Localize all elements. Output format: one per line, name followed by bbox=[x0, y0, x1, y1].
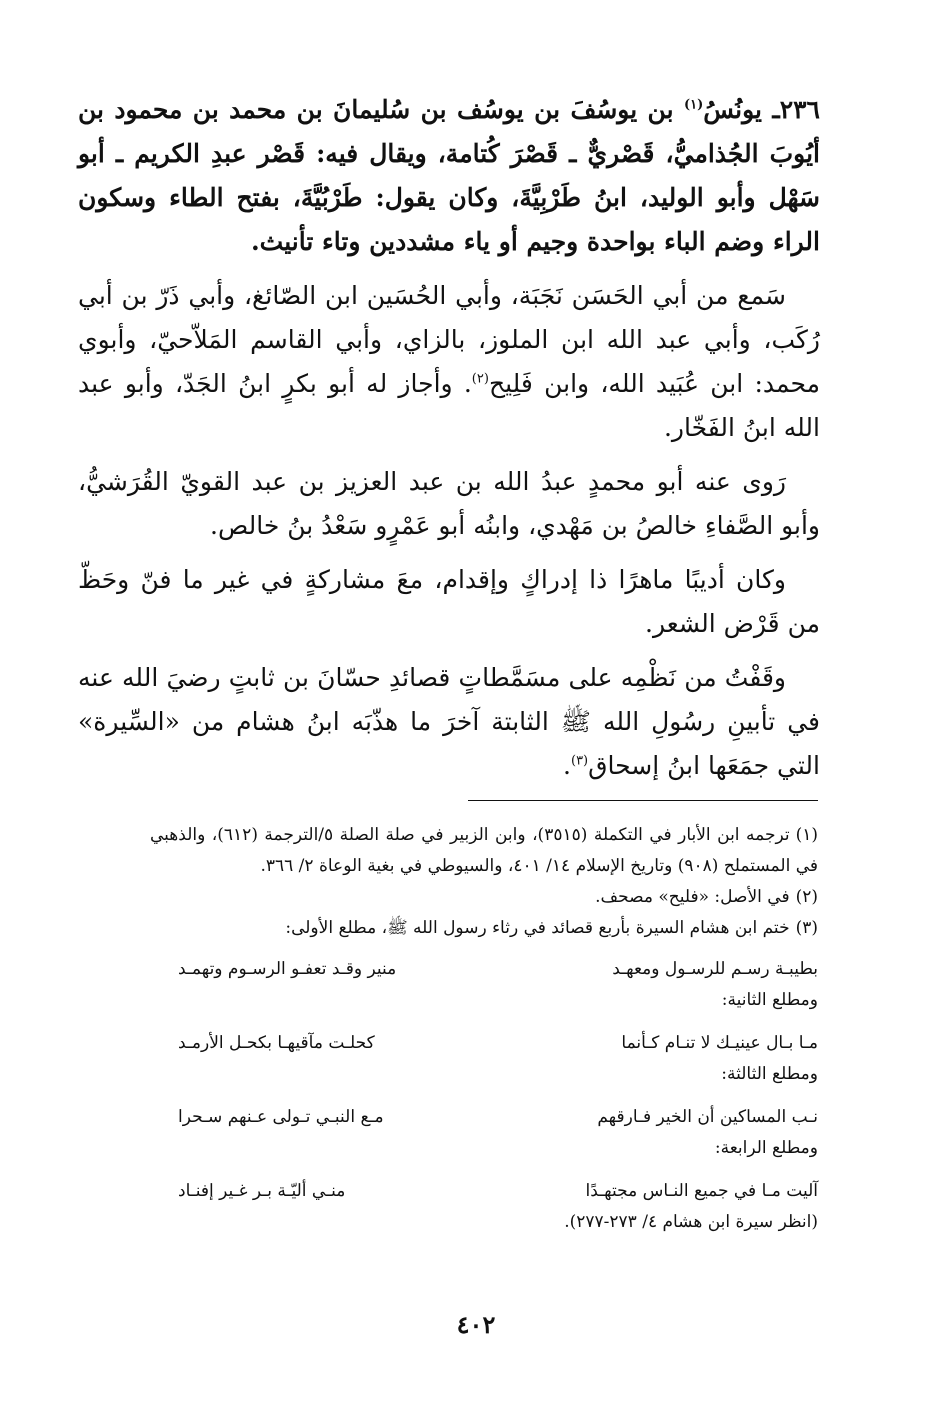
verse-first-hemistich: بطيبـة رسـم للرسـول ومعهـد bbox=[612, 959, 818, 979]
entry-head: يونُسُ bbox=[703, 95, 762, 124]
entry-number: ٢٣٦ـ bbox=[772, 95, 820, 124]
verse-second-hemistich: مـع النبـي تـولى عـنهم سـحرا bbox=[178, 1107, 384, 1127]
source-reference: (انظر سيرة ابن هشام ٤/ ٢٧٣-٢٧٧). bbox=[564, 1212, 818, 1232]
poetry-text: وقَفْتُ من نَظْمِه على مسَمَّطاتٍ قصائدِ حسّانَ بن ثابتٍ رضيَ الله عنه في تأبينِ رسُولِ الله ﷺ الثابتة آخرَ ما هذّبَه ابنُ هشام من «السِّيرة» التي جمَعَها ابنُ إسحاق bbox=[78, 663, 820, 780]
verse-line bbox=[178, 1176, 818, 1207]
verse-first-hemistich: مـا بـال عينيـك لا تنـام كـأنما bbox=[621, 1033, 818, 1053]
footnotes bbox=[150, 820, 818, 1250]
footnote-ref-1[interactable]: (١) bbox=[683, 97, 704, 113]
verse-second-hemistich: منـي أليّـة بـر غـير إفنـاد bbox=[178, 1181, 346, 1201]
footnote-3-text: ختم ابن هشام السيرة بأربع قصائد في رثاء رسول الله ﷺ، مطلع الأولى: bbox=[285, 918, 790, 938]
description-paragraph: وكان أديبًا ماهرًا ذا إدراكٍ وإقدام، معَ مشاركةٍ في غير ما فنّ وحَظّ من قَرْض الشعر. bbox=[78, 565, 820, 638]
verse-caption: ومطلع الثالثة: bbox=[721, 1064, 818, 1084]
teachers-paragraph bbox=[78, 274, 820, 450]
main-text bbox=[78, 88, 820, 798]
verse-line bbox=[178, 1102, 818, 1133]
footnote-2 bbox=[150, 882, 818, 913]
verse-first-hemistich: نـب المساكين أن الخير فـارقهم bbox=[597, 1107, 818, 1127]
entry-paragraph bbox=[78, 88, 820, 264]
verse-caption: ومطلع الرابعة: bbox=[714, 1138, 818, 1158]
footnote-1 bbox=[150, 820, 818, 882]
footnote-1-text: ترجمه ابن الأبار في التكملة (٣٥١٥)، وابن الزبير في صلة الصلة ٥/الترجمة (٦١٢)، والذهبي في المستملح (٩٠٨) وتاريخ الإسلام ١٤/ ٤٠١، والسيوطي في بغية الوعاة ٢/ ٣٦٦. bbox=[150, 825, 818, 876]
footnote-2-number: (٢) bbox=[795, 887, 818, 907]
footnote-ref-2[interactable]: (٢) bbox=[471, 371, 489, 387]
footnote-ref-3[interactable]: (٣) bbox=[570, 753, 589, 769]
footnote-1-number: (١) bbox=[795, 825, 819, 845]
footnote-3 bbox=[150, 913, 818, 944]
verse-second-hemistich: كحلـت مآقيهـا بكحـل الأرمـد bbox=[178, 1033, 375, 1053]
page-number: ٤٠٢ bbox=[456, 1310, 496, 1339]
verse-line bbox=[178, 1028, 818, 1059]
footnote-3-number: (٣) bbox=[795, 918, 818, 938]
verse-first-hemistich: آليت مـا في جميع النـاس مجتهـدًا bbox=[585, 1181, 818, 1201]
students-paragraph: رَوى عنه أبو محمدٍ عبدُ الله بن عبد العزيز بن عبد القويّ القُرَشيُّ، وأبو الصَّفاءِ خالصُ بن مَهْدي، وابنُه أبو عَمْرٍو سَعْدُ بنُ خالص. bbox=[78, 467, 820, 540]
entry-bio: بن يوسُفَ بن يوسُف بن سُليمانَ بن محمد بن محمود بن أيُوبَ الجُذاميُّ، قَصْريٌّ ـ قَصْرَ كُتامة، ويقال فيه: قَصْر عبدِ الكريم ـ أبو سَهْل وأبو الوليد، ابنُ طَرْبِيَّةَ، وكان يقول: طَرْبُيَّةَ، بفتح الطاء وسكون الراء وضم الباء بواحدة وجيم أو ياء مشددين وتاء تأنيث. bbox=[78, 95, 820, 256]
verse-line bbox=[178, 954, 818, 985]
verse-block bbox=[150, 954, 818, 1238]
poetry-paragraph bbox=[78, 656, 820, 788]
footnote-2-text: في الأصل: «فليح» مصحف. bbox=[595, 887, 790, 907]
footnote-divider bbox=[468, 800, 818, 801]
poetry-text-end: . bbox=[563, 751, 571, 780]
verse-caption: ومطلع الثانية: bbox=[721, 990, 818, 1010]
verse-second-hemistich: منير وقـد تعفـو الرسـوم وتهمـد bbox=[178, 959, 397, 979]
teachers-text: سَمع من أبي الحَسَن نَجَبَة، وأبي الحُسَين ابن الصّائغ، وأبي ذَرّ بن أبي رُكَب، وأبي عبد الله ابن الملوز، بالزاي، وأبي القاسم المَلاّحيّ، وأبوي محمد: ابن عُبَيد الله، وابن فَلِيح bbox=[78, 281, 821, 398]
teachers-text-end: . وأجاز له أبو بكرٍ ابنُ الجَدّ، وأبو عبد الله ابنُ الفَخّار. bbox=[78, 369, 820, 442]
